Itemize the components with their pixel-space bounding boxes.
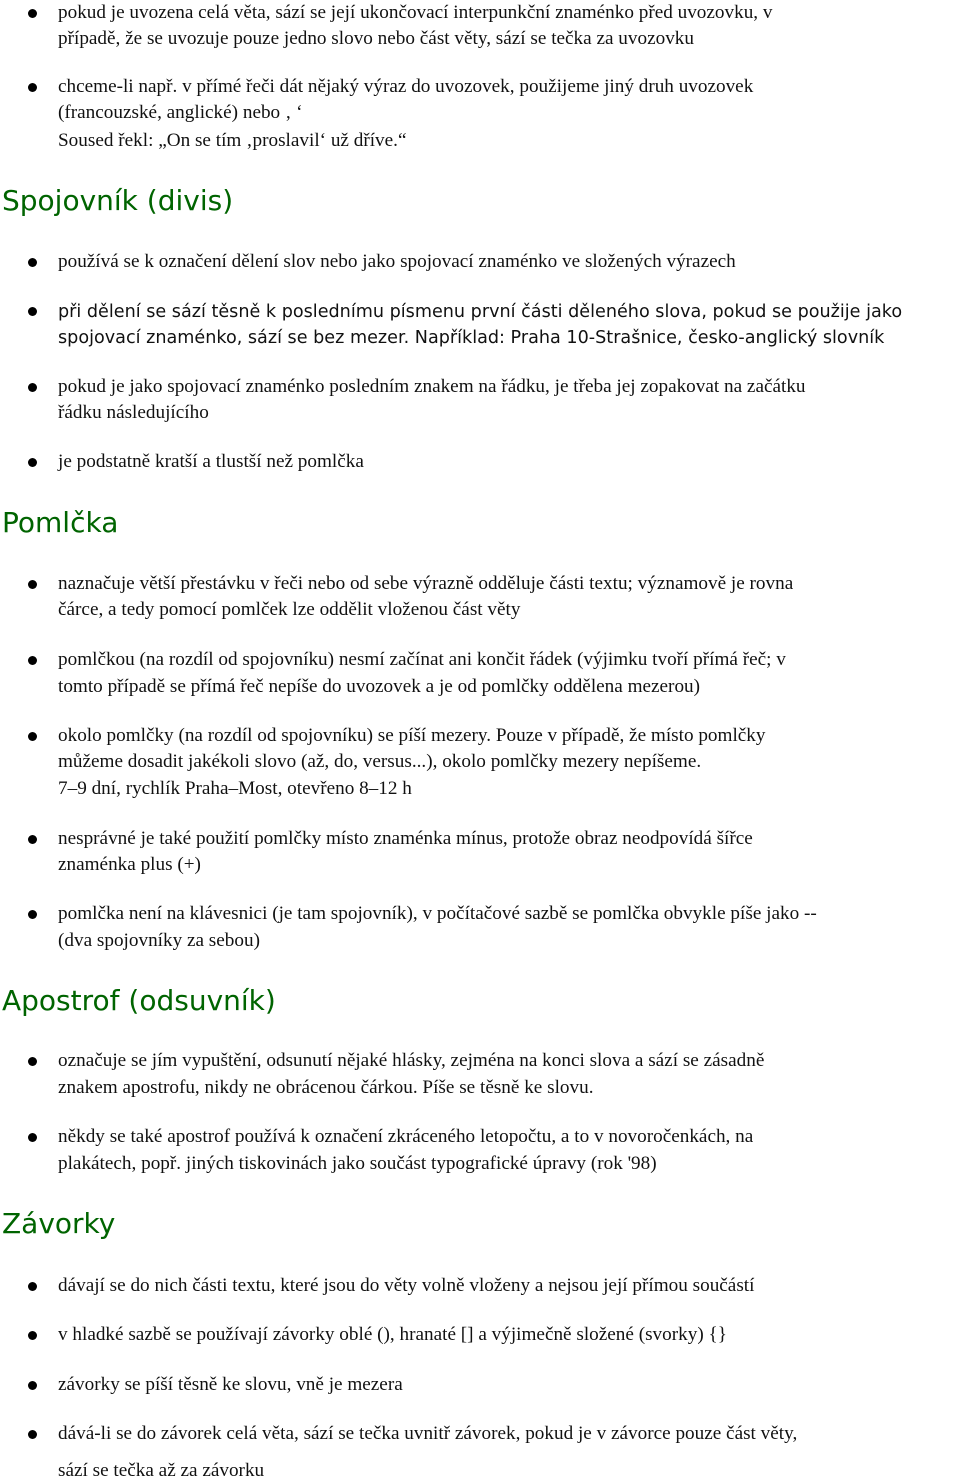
list-item-text-part: spojovací znaménko, sází se bez mezer. bbox=[58, 328, 410, 348]
list-item-text bbox=[58, 327, 884, 349]
list-item-text: závorky se píší těsně ke slovu, vně je mezera bbox=[58, 1374, 403, 1395]
list-item-text: znaménka plus (+) bbox=[58, 854, 201, 875]
section-title-zavorky: Závorky bbox=[2, 1207, 116, 1240]
bullet-icon bbox=[28, 835, 37, 844]
list-item-text: je podstatně kratší a tlustší než pomlčka bbox=[58, 451, 364, 472]
list-item-text: pomlčkou (na rozdíl od spojovníku) nesmí začínat ani končit řádek (výjimku tvoří přímá řeč; v bbox=[58, 649, 786, 670]
list-item-text: případě, že se uvozuje pouze jedno slovo nebo část věty, sází se tečka za uvozovku bbox=[58, 28, 694, 49]
list-item-text: tomto případě se přímá řeč nepíše do uvozovek a je od pomlčky oddělena mezerou) bbox=[58, 676, 701, 697]
bullet-icon bbox=[28, 83, 37, 92]
section-title-spojovnik: Spojovník (divis) bbox=[2, 184, 234, 217]
list-item-example: Například: Praha 10-Strašnice, česko-anglický slovník bbox=[414, 328, 885, 348]
bullet-icon bbox=[28, 1057, 37, 1066]
bullet-icon bbox=[28, 1133, 37, 1142]
bullet-icon bbox=[28, 9, 37, 18]
bullet-icon bbox=[28, 307, 37, 316]
list-item-text: (dva spojovníky za sebou) bbox=[58, 930, 260, 951]
bullet-icon bbox=[28, 1282, 37, 1291]
list-item-text: plakátech, popř. jiných tiskovinách jako součást typografické úpravy (rok '98) bbox=[58, 1153, 657, 1174]
bullet-icon bbox=[28, 580, 37, 589]
list-item-text: pokud je jako spojovací znaménko posledním znakem na řádku, je třeba jej zopakovat na začátku bbox=[58, 376, 806, 397]
list-item-text: někdy se také apostrof používá k označení zkráceného letopočtu, a to v novoročenkách, na bbox=[58, 1126, 754, 1147]
bullet-icon bbox=[28, 656, 37, 665]
list-item-text: sází se tečka až za závorku bbox=[58, 1460, 265, 1481]
bullet-icon bbox=[28, 1381, 37, 1390]
list-item-text: používá se k označení dělení slov nebo jako spojovací znaménko ve složených výrazech bbox=[58, 251, 736, 272]
bullet-icon bbox=[28, 458, 37, 467]
bullet-icon bbox=[28, 1430, 37, 1439]
section-title-pomlcka: Pomlčka bbox=[2, 506, 119, 539]
list-item-text: pokud je uvozena celá věta, sází se její ukončovací interpunkční znaménko před uvozovku, v bbox=[58, 2, 773, 23]
list-item-text: chceme-li např. v přímé řeči dát nějaký výraz do uvozovek, použijeme jiný druh uvozovek bbox=[58, 76, 754, 97]
list-item-text: dává-li se do závorek celá věta, sází se tečka uvnitř závorek, pokud je v závorce pouze část věty, bbox=[58, 1423, 798, 1444]
list-item-text: (francouzské, anglické) nebo ‚ ‘ bbox=[58, 102, 303, 123]
list-item-example: 7–9 dní, rychlík Praha–Most, otevřeno 8–12 h bbox=[58, 778, 412, 799]
list-item-text: můžeme dosadit jakékoli slovo (až, do, versus...), okolo pomlčky mezery nepíšeme. bbox=[58, 751, 702, 772]
list-item-text: naznačuje větší přestávku v řeči nebo od sebe výrazně odděluje části textu; významově je rovna bbox=[58, 573, 794, 594]
list-item-text: pomlčka není na klávesnici (je tam spojovník), v počítačové sazbě se pomlčka obvykle píše jako -- bbox=[58, 903, 817, 924]
list-item-text: označuje se jím vypuštění, odsunutí nějaké hlásky, zejména na konci slova a sází se zásadně bbox=[58, 1050, 765, 1071]
list-item-text: řádku následujícího bbox=[58, 402, 209, 423]
list-item-example: Soused řekl: „On se tím ‚proslavil‘ už dříve.“ bbox=[58, 130, 407, 151]
bullet-icon bbox=[28, 910, 37, 919]
bullet-icon bbox=[28, 258, 37, 267]
list-item-text: nesprávné je také použití pomlčky místo znaménka mínus, protože obraz neodpovídá šířce bbox=[58, 828, 753, 849]
list-item-text: čárce, a tedy pomocí pomlček lze oddělit vloženou část věty bbox=[58, 599, 521, 620]
bullet-icon bbox=[28, 1331, 37, 1340]
list-item-text: v hladké sazbě se používají závorky oblé (), hranaté [] a výjimečně složené (svorky) {} bbox=[58, 1324, 727, 1345]
section-title-apostrof: Apostrof (odsuvník) bbox=[2, 984, 276, 1017]
list-item-text: okolo pomlčky (na rozdíl od spojovníku) se píší mezery. Pouze v případě, že místo pomlčky bbox=[58, 725, 766, 746]
bullet-icon bbox=[28, 732, 37, 741]
bullet-icon bbox=[28, 383, 37, 392]
list-item-text: znakem apostrofu, nikdy ne obrácenou čárkou. Píše se těsně ke slovu. bbox=[58, 1077, 594, 1098]
list-item-text: dávají se do nich části textu, které jsou do věty volně vloženy a nejsou její přímou součástí bbox=[58, 1275, 755, 1296]
list-item-text: při dělení se sází těsně k poslednímu písmenu první části děleného slova, pokud se použije jako bbox=[58, 302, 903, 322]
